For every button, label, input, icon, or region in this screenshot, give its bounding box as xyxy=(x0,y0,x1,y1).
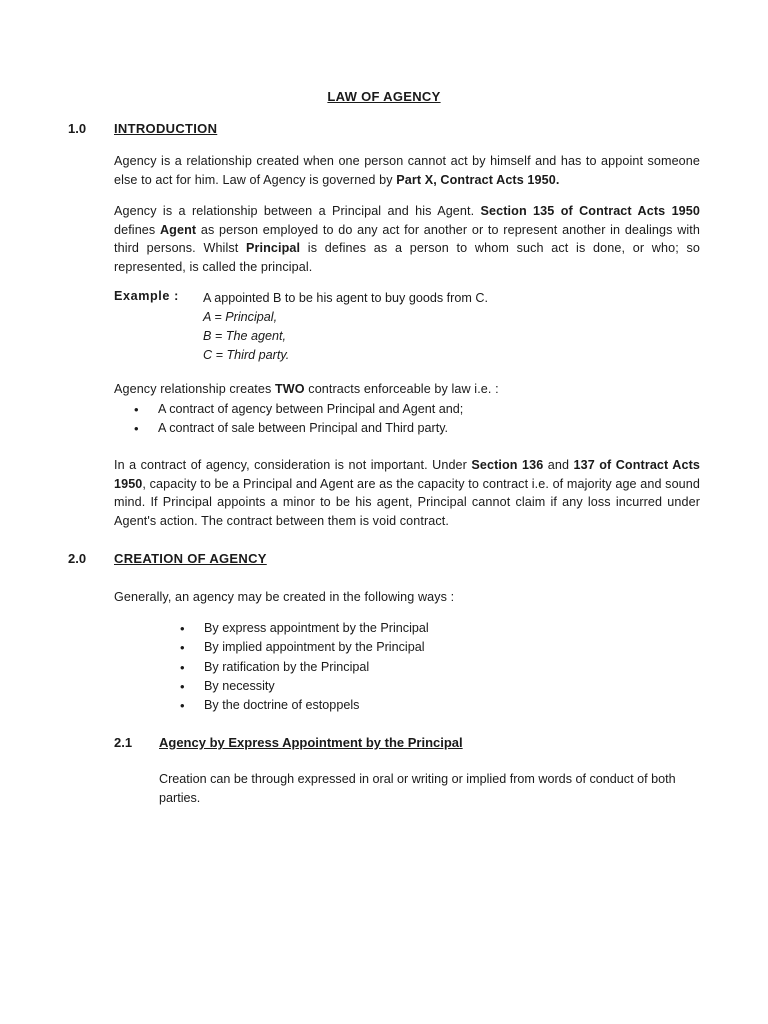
intro-p1-citation: Part X, Contract Acts 1950. xyxy=(396,172,560,187)
section-number-intro: 1.0 xyxy=(68,121,87,136)
bullet-icon: • xyxy=(180,678,185,694)
bullet-icon: • xyxy=(180,640,185,656)
example-line-1: A appointed B to be his agent to buy goods from C. xyxy=(203,291,488,305)
intro-p1-text: Agency is a relationship created when one person cannot act by himself and has to appoint someone else to act for him. Law of Agency is governed by xyxy=(114,154,700,187)
example-line-2: A = Principal, xyxy=(203,310,278,324)
subsection-number: 2.1 xyxy=(114,735,133,750)
intro-p2-text-a: Agency is a relationship between a Principal and his Agent. xyxy=(114,204,481,218)
section-title-creation: CREATION OF AGENCY xyxy=(114,551,267,566)
list-item: • By necessity xyxy=(180,677,429,696)
section-title-intro: INTRODUCTION xyxy=(114,121,218,136)
list-item: • By ratification by the Principal xyxy=(180,658,429,677)
intro-p3-text-a: Agency relationship creates xyxy=(114,382,276,396)
contracts-list xyxy=(134,400,463,439)
intro-paragraph-3 xyxy=(114,380,700,399)
intro-p2-text-g: is defines as a person to whom such act is done, or who; so represented, is called the principal. xyxy=(114,241,700,275)
example-line-3: B = The agent, xyxy=(203,329,286,343)
intro-p4-text-c: and xyxy=(543,458,574,472)
document-title: LAW OF AGENCY xyxy=(327,89,441,104)
list-item: • By implied appointment by the Principal xyxy=(180,638,429,657)
bullet-icon: • xyxy=(180,659,185,675)
intro-p2-term-agent: Agent xyxy=(159,222,197,237)
intro-p3-emphasis: TWO xyxy=(275,382,305,396)
example-line-4: C = Third party. xyxy=(203,348,290,362)
section-number-creation: 2.0 xyxy=(68,551,87,566)
list-item: • A contract of agency between Principal and Agent and; xyxy=(134,400,463,419)
intro-paragraph-4 xyxy=(114,456,700,531)
example-body xyxy=(203,289,488,365)
creation-lead: Generally, an agency may be created in the following ways : xyxy=(114,590,455,604)
bullet-icon: • xyxy=(134,402,139,417)
intro-p2-term-principal: Principal xyxy=(246,241,301,256)
creation-ways-list xyxy=(180,619,429,715)
list-item: • A contract of sale between Principal and Third party. xyxy=(134,419,463,438)
list-item: • By the doctrine of estoppels xyxy=(180,696,429,715)
intro-p4-citation-1: Section 136 xyxy=(471,458,544,472)
intro-p3-text-c: contracts enforceable by law i.e. : xyxy=(304,382,499,396)
intro-p4-citation-2: 137 of Contract Acts 1950 xyxy=(114,458,700,491)
intro-p2-text-e: as person employed to do any act for another or to represent another in dealings with third persons. Whilst xyxy=(114,222,700,256)
intro-p2-text-c: defines xyxy=(114,222,160,237)
intro-paragraph-1 xyxy=(114,152,700,189)
bullet-icon: • xyxy=(180,621,185,636)
intro-paragraph-2 xyxy=(114,202,700,277)
subsection-paragraph: Creation can be through expressed in oral or writing or implied from words of conduct of both parties. xyxy=(159,772,676,805)
example-label: Example : xyxy=(114,289,179,303)
bullet-icon: • xyxy=(134,421,139,437)
subsection-title: Agency by Express Appointment by the Principal xyxy=(159,735,463,750)
intro-p2-citation: Section 135 of Contract Acts 1950 xyxy=(480,204,700,218)
list-item: • By express appointment by the Principal xyxy=(180,619,429,638)
intro-p4-text-a: In a contract of agency, consideration is not important. Under xyxy=(114,458,472,472)
intro-p4-text-e: , capacity to be a Principal and Agent are as the capacity to contract i.e. of majority age and sound mind. If Principal appoints a minor to be his agent, Principal cannot claim if any loss incurred under Agent's action. The contract between them is void contract. xyxy=(114,476,700,529)
bullet-icon: • xyxy=(180,698,185,714)
